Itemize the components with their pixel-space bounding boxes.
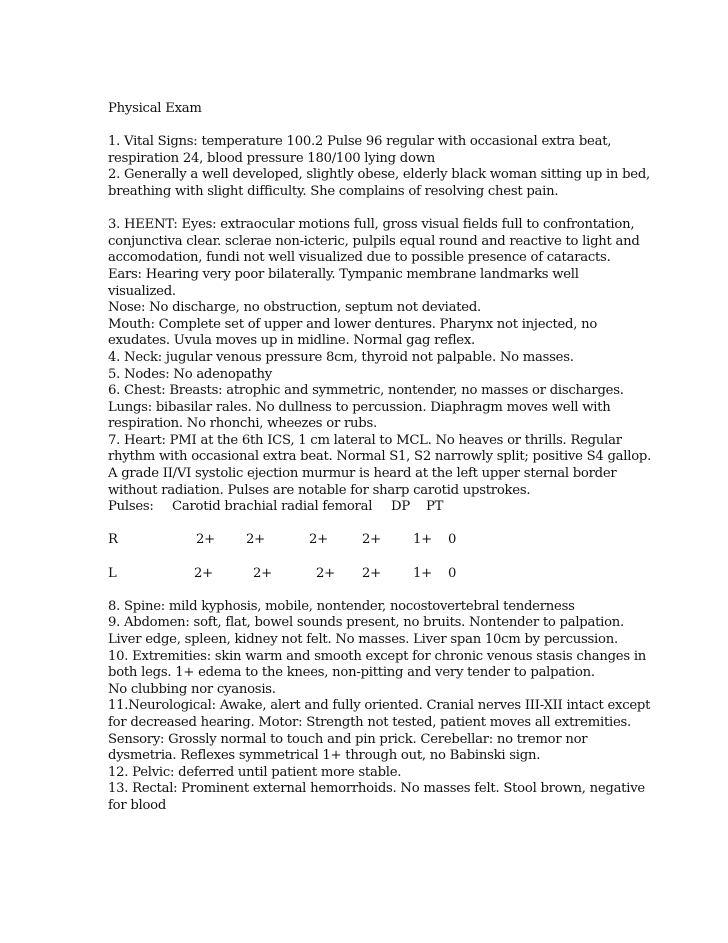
- text-line: Liver edge, spleen, kidney not felt. No masses. Liver span 10cm by percussion.: [108, 632, 618, 647]
- text-line: Sensory: Grossly normal to touch and pin prick. Cerebellar: no tremor nor: [108, 731, 588, 747]
- text-line: conjunctiva clear. sclerae non-icteric, pulpils equal round and reactive to light and: [108, 233, 640, 249]
- pulses-label: Pulses:: [108, 499, 154, 515]
- text-line: both legs. 1+ edema to the knees, non-pitting and very tender to palpation.: [108, 665, 595, 681]
- text-line: for blood: [108, 797, 167, 813]
- text-line: Mouth: Complete set of upper and lower dentures. Pharynx not injected, no: [108, 316, 598, 332]
- page-title: Physical Exam: [108, 101, 202, 116]
- text-line: 6. Chest: Breasts: atrophic and symmetric, nontender, no masses or discharges.: [108, 383, 624, 399]
- blank-line: [108, 549, 668, 566]
- blank-line: [108, 201, 668, 218]
- text-line: No clubbing nor cyanosis.: [108, 681, 276, 697]
- pulse-femoral: 2+: [362, 565, 381, 581]
- pulse-radial: 2+: [309, 532, 328, 548]
- pulse-radial: 2+: [316, 565, 335, 581]
- pulse-carotid: 2+: [196, 532, 215, 548]
- text-line: 3. HEENT: Eyes: extraocular motions full, gross visual fields full to confrontation,: [108, 217, 635, 233]
- text-line: 9. Abdomen: soft, flat, bowel sounds present, no bruits. Nontender to palpation.: [108, 615, 624, 631]
- text-line: breathing with slight difficulty. She complains of resolving chest pain.: [108, 183, 559, 199]
- physical-exam-text: [108, 101, 668, 815]
- text-line: 13. Rectal: Prominent external hemorrhoids. No masses felt. Stool brown, negative: [108, 781, 645, 797]
- pulse-dp: 1+: [413, 532, 432, 548]
- pulses-col-pt: PT: [426, 499, 444, 515]
- text-line: for decreased hearing. Motor: Strength not tested, patient moves all extremities.: [108, 714, 631, 730]
- pulse-dp: 1+: [413, 565, 432, 581]
- text-line: 5. Nodes: No adenopathy: [108, 366, 272, 382]
- pulses-col-dp: DP: [391, 499, 410, 515]
- text-line: 7. Heart: PMI at the 6th ICS, 1 cm lateral to MCL. No heaves or thrills. Regular: [108, 432, 622, 448]
- text-line: respiration. No rhonchi, wheezes or rubs.: [108, 416, 377, 432]
- text-line: Nose: No discharge, no obstruction, septum not deviated.: [108, 300, 481, 316]
- text-line: 1. Vital Signs: temperature 100.2 Pulse 96 regular with occasional extra beat,: [108, 134, 612, 150]
- text-line: Lungs: bibasilar rales. No dullness to percussion. Diaphragm moves well with: [108, 399, 611, 415]
- text-line: 11.Neurological: Awake, alert and fully oriented. Cranial nerves III-XII intact except: [108, 698, 651, 714]
- text-line: A grade II/VI systolic ejection murmur is heard at the left upper sternal border: [108, 466, 617, 482]
- pulse-pt: 0: [448, 532, 457, 548]
- pulse-femoral: 2+: [362, 532, 381, 548]
- text-line: 12. Pelvic: deferred until patient more stable.: [108, 764, 402, 780]
- pulse-carotid: 2+: [194, 565, 213, 581]
- pulses-row-left: [108, 566, 668, 583]
- text-line: 8. Spine: mild kyphosis, mobile, nontender, nocostovertebral tenderness: [108, 598, 575, 614]
- pulse-pt: 0: [448, 565, 457, 581]
- pulse-brachial: 2+: [253, 565, 272, 581]
- pulses-header: [108, 499, 668, 516]
- pulses-columns: Carotid brachial radial femoral: [172, 499, 373, 515]
- text-line: exudates. Uvula moves up in midline. Normal gag reflex.: [108, 333, 475, 349]
- text-line: 2. Generally a well developed, slightly obese, elderly black woman sitting up in bed,: [108, 167, 650, 183]
- pulse-brachial: 2+: [246, 532, 265, 548]
- text-line: 10. Extremities: skin warm and smooth except for chronic venous stasis changes in: [108, 648, 647, 664]
- blank-line: [108, 582, 668, 599]
- pulses-row-right: [108, 532, 668, 549]
- blank-line: [108, 516, 668, 533]
- text-line: 4. Neck: jugular venous pressure 8cm, thyroid not palpable. No masses.: [108, 349, 574, 365]
- pulse-side: L: [108, 565, 117, 581]
- text-line: Ears: Hearing very poor bilaterally. Tympanic membrane landmarks well: [108, 266, 579, 282]
- pulse-side: R: [108, 532, 118, 548]
- text-line: accomodation, fundi not well visualized due to possible presence of cataracts.: [108, 250, 611, 266]
- text-line: respiration 24, blood pressure 180/100 lying down: [108, 150, 435, 166]
- text-line: visualized.: [108, 283, 176, 299]
- text-line: without radiation. Pulses are notable for sharp carotid upstrokes.: [108, 482, 531, 498]
- blank-line: [108, 118, 668, 135]
- text-line: dysmetria. Reflexes symmetrical 1+ through out, no Babinski sign.: [108, 748, 541, 764]
- text-line: rhythm with occasional extra beat. Normal S1, S2 narrowly split; positive S4 gallop.: [108, 449, 652, 465]
